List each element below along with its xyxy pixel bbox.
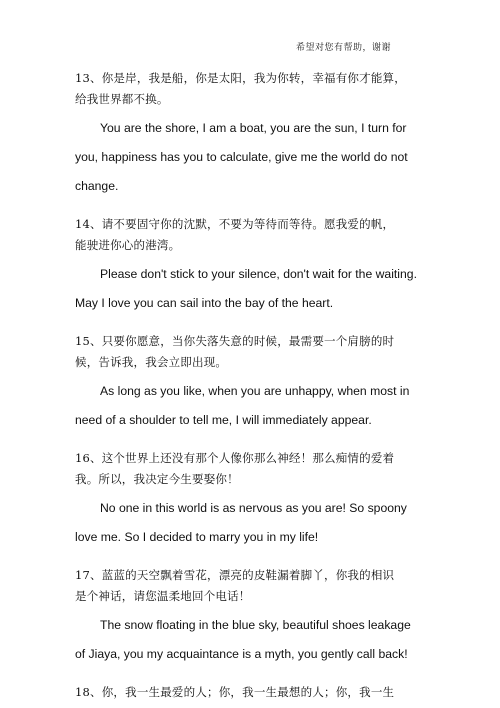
- en-line: Please don't stick to your silence, don't wait for the waiting.: [100, 267, 417, 281]
- entry-17: [75, 565, 415, 669]
- entry-15: [75, 331, 415, 435]
- zh-line: 16、这个世界上还没有那个人像你那么神经！那么痴情的爱着: [75, 451, 395, 465]
- en-line: You are the shore, I am a boat, you are the sun, I turn for: [100, 121, 407, 135]
- zh-line: 给我世界都不换。: [75, 92, 169, 106]
- en-line: love me. So I decided to marry you in my life!: [75, 530, 319, 544]
- en-line: The snow floating in the blue sky, beautiful shoes leakage: [100, 618, 411, 632]
- entry-13: [75, 68, 415, 201]
- en-line: of Jiaya, you my acquaintance is a myth, you gently call back!: [75, 647, 408, 661]
- en-line: need of a shoulder to tell me, I will immediately appear.: [75, 413, 372, 427]
- zh-line: 是个神话，请您温柔地回个电话！: [75, 589, 251, 603]
- zh-line: 能驶进你心的港湾。: [75, 238, 181, 252]
- en-line: change.: [75, 179, 119, 193]
- entry-16: [75, 448, 415, 552]
- entry-14: [75, 214, 415, 318]
- zh-line: 18、你，我一生最爱的人；你，我一生最想的人；你，我一生: [75, 685, 395, 699]
- document-body: [75, 68, 415, 703]
- zh-line: 候，告诉我，我会立即出现。: [75, 355, 228, 369]
- zh-line: 14、请不要固守你的沈默，不要为等待而等待。愿我爱的帆，: [75, 217, 395, 231]
- header-note: 希望对您有帮助，谢谢: [296, 43, 392, 53]
- zh-line: 我。所以，我决定今生要娶你！: [75, 472, 239, 486]
- zh-line: 13、你是岸，我是船，你是太阳，我为你转，幸福有你才能算，: [75, 71, 406, 85]
- en-line: As long as you like, when you are unhappy, when most in: [100, 384, 410, 398]
- en-line: you, happiness has you to calculate, give me the world do not: [75, 150, 408, 164]
- zh-line: 15、只要你愿意，当你失落失意的时候，最需要一个肩膀的时: [75, 334, 395, 348]
- zh-line: 17、蓝蓝的天空飘着雪花，漂亮的皮鞋漏着脚丫，你我的相识: [75, 568, 395, 582]
- en-line: May I love you can sail into the bay of the heart.: [75, 296, 334, 310]
- en-line: No one in this world is as nervous as you are! So spoony: [100, 501, 407, 515]
- entry-18: [75, 682, 415, 703]
